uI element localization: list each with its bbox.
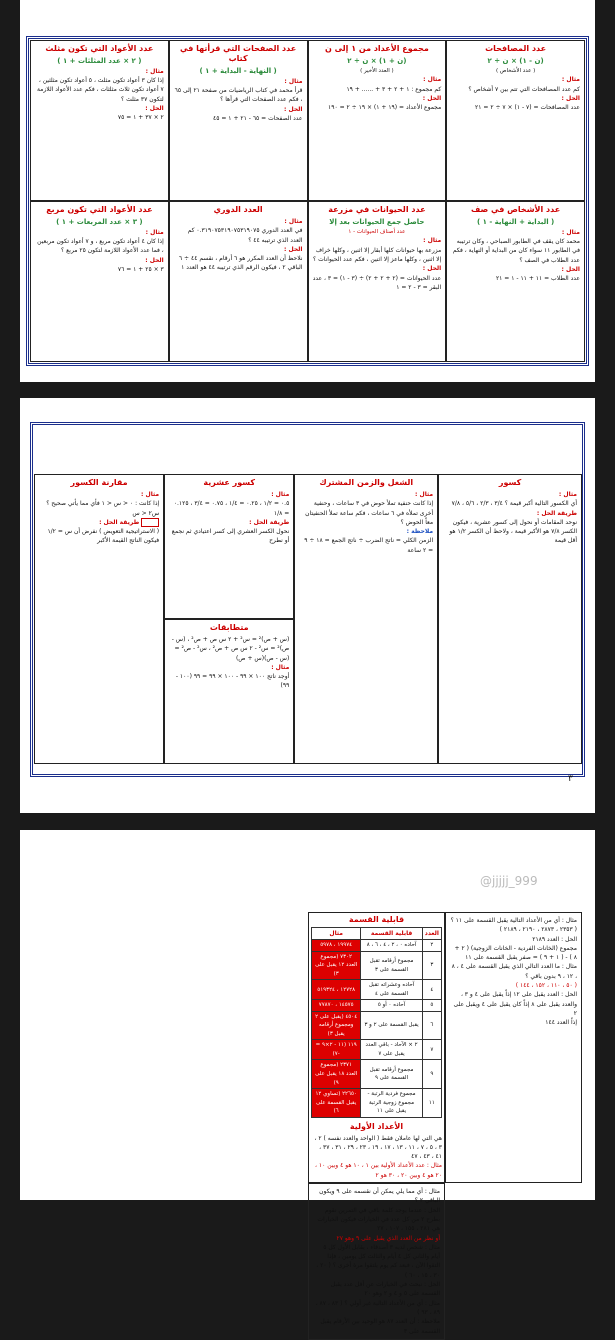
solution-label: الحل : bbox=[145, 105, 164, 113]
cell-number: ١١ bbox=[422, 1089, 441, 1118]
card-rule: ( البداية + النهاية - ١ ) bbox=[476, 218, 555, 226]
table-title: قابلية القسمة bbox=[348, 915, 405, 924]
cell-number: ٥ bbox=[422, 1000, 441, 1012]
solution-label: الحل : bbox=[284, 245, 303, 253]
card-compare-fractions bbox=[34, 474, 164, 764]
solution-text: عدد الصفحات = ٦٥ - ٢١ + ١ = ٤٥ bbox=[213, 115, 303, 123]
cell-number: ٢ bbox=[422, 940, 441, 952]
example-label: مثال : bbox=[561, 228, 580, 236]
card-work-time bbox=[294, 474, 438, 764]
table-row bbox=[312, 951, 442, 980]
card-title: عدد الحيوانات في مزرعة bbox=[328, 205, 426, 214]
table-row bbox=[312, 1089, 442, 1118]
card-title: عدد الأعواد التي تكون مربع bbox=[46, 205, 153, 214]
card-title: الشغل والزمن المشترك bbox=[319, 478, 414, 487]
card-rule: ( ٢ × عدد المثلثات + ١ ) bbox=[57, 57, 142, 65]
example-text: إذا كانت : ٠ < س < ١ فأي مما يأتي صحيح ؟ س٢ < س bbox=[46, 500, 160, 517]
table-row bbox=[312, 1060, 442, 1089]
table-row bbox=[312, 1040, 442, 1060]
card-title: متطابقات bbox=[209, 623, 249, 632]
page3-columns bbox=[34, 912, 582, 1335]
solution-text: عدد المصافحات = (٧ - ١) × ٧ ÷ ٢ = ٢١ bbox=[475, 104, 580, 112]
page1-grid bbox=[30, 40, 585, 362]
divisibility-panel bbox=[308, 912, 445, 1183]
solution-text: مجموع الأعداد = (١٩ + ١) × ١٩ ÷ ٢ = ١٩٠ bbox=[328, 104, 442, 112]
list-item: مثال : شخص لديه ٣ أصدقاء ، يقابل الأول كل ٥ أيام والثاني كل ٤ أيام والثالث كل يومين ، فإذا التقوا الآن ، فبعد كم يوم يلتقوا مرة أخرى ؟ ( ٢٠ ، ٣٠ ، ١٥ ، ٦٠ ) bbox=[316, 1243, 440, 1279]
primes-example: مثال : عدد الأعداد الأولية بين ١ ، ١٠ هو ٤ وبين ١٠ ، ٢٠ هو ٤ وبين ٢٠ ، ٣٠ هو ٢ bbox=[315, 1162, 442, 1179]
page-number: ٣ bbox=[568, 774, 573, 784]
worksheet-page-3 bbox=[20, 830, 595, 1335]
example-text: قرأ محمد في كتاب الرياضيات من صفحة ٢١ إلى ٦٥ ، فكم عدد الصفحات التي قرأها ؟ bbox=[174, 87, 303, 104]
example-label: مثال : bbox=[141, 491, 160, 498]
table-header: العدد bbox=[422, 928, 441, 940]
list-item: أو نظر من العدد الذي يقبل على ٩ وهو ٢٧ bbox=[336, 1234, 440, 1242]
example-label: مثال : bbox=[423, 76, 442, 84]
watermark: @jjjjj_999 bbox=[480, 874, 538, 888]
cell-example: ٢٣٧١ (مجموع العدد ١٨ يقبل على ٩) bbox=[312, 1060, 361, 1089]
divisibility-table bbox=[311, 927, 442, 1118]
example-label: مثال : bbox=[423, 237, 442, 245]
card-square-sticks bbox=[30, 201, 169, 362]
examples-column-left bbox=[445, 912, 582, 1183]
solution-label: الحل : bbox=[422, 265, 442, 273]
cell-number: ٣ bbox=[422, 951, 441, 980]
card-title: عدد الأعواد التي تكون مثلث bbox=[45, 44, 154, 53]
list-item: الحل : عندما يوجد كلمة باقي في التمرين نقوم بطرح ٢ من كل عدد في الخيارات فيكون الخيارات هي ٢٨١ ، ١٥٥ ، ١٠٧ ، ٢٧ bbox=[317, 1206, 440, 1233]
list-item: الحل : نبحث في الخيارات عن أقل عدد يقبل القسمة على ٥ و ٤ و ٢ وهو ٢٠ bbox=[330, 1281, 440, 1298]
example-label: مثال : bbox=[271, 663, 290, 671]
example-text: إذا كانت حنفية تملأ حوض في ٣ ساعات ، وحنفية أخرى تملأه في ٦ ساعات ، فكم ساعة تملأ الحنفيتان معاً الحوض ؟ bbox=[305, 500, 434, 526]
method-label: طريقة الحل : bbox=[536, 509, 577, 517]
list-item: ملاحظة : أن العدد ٨٧ هو الوحيد بين الأرقام يقبل القسمة على ٣ bbox=[320, 1318, 440, 1335]
example-text: أي الكسور التالية أكبر قيمة ؟ ٣/٤ ، ٢/٣ ، ٥/٦ ، ٧/٨ bbox=[451, 500, 577, 508]
card-handshakes bbox=[446, 40, 585, 201]
table-header: قابلية القسمة bbox=[361, 928, 422, 940]
example-text: إذا كان ٣ أعواد تكون مثلث ، ٥ أعواد تكون مثلثين ، ٧ أعواد تكون ثلاث مثلثات ، فكم عدد الأعواد اللازمة لتكون ٣٧ مثلث ؟ bbox=[36, 77, 164, 103]
worksheet-page-2 bbox=[20, 398, 595, 813]
list-item: مجموع (الخانات الفردية - الخانات الزوجية) ( ٢ + ٨ ) - ( ١ + ٩ ) = صفر يقبل القسمة على ١١ bbox=[454, 944, 577, 962]
worksheet-page-1 bbox=[20, 0, 595, 382]
list-item: ( ٢٣٥٣ ، ٢٨٧٣ ، ٢١٩٠ ، ٢١٨٩ ) bbox=[499, 926, 577, 934]
card-pages-read bbox=[169, 40, 308, 201]
card-identities bbox=[164, 619, 294, 764]
solution-text: عدد الطلاب = ١١ + ١١ - ١ = ٢١ bbox=[495, 275, 580, 283]
card-note: ( عدد الأشخاص ) bbox=[495, 67, 536, 74]
example-label: مثال : bbox=[415, 491, 434, 498]
table-header: مثال bbox=[312, 928, 361, 940]
example-text: محمد كان يقف في الطابور الصباحي ، وكان ترتيبه في الطابور ١١ سواء كان من البداية أو النهاية ، فكم عدد الطلاب في الصف ؟ bbox=[452, 238, 580, 264]
examples-column-middle bbox=[308, 1183, 445, 1340]
list-item: مثال : أي من الأعداد التالية يقبل القسمة على ١١ ؟ bbox=[450, 917, 577, 924]
example-label: مثال : bbox=[145, 228, 164, 236]
card-note: عدد أصناف الحيوانات - ١ bbox=[348, 228, 406, 235]
card-farm-animals bbox=[308, 201, 447, 362]
table-row bbox=[312, 1000, 442, 1012]
example-label: مثال : bbox=[284, 77, 303, 85]
cell-rule: آحاده ٠ أو ٥ bbox=[361, 1000, 422, 1012]
list-item: إذاً العدد ١٤٤ bbox=[545, 1019, 577, 1027]
card-triangle-sticks bbox=[30, 40, 169, 201]
card-rule: ( النهاية - البداية + ١ ) bbox=[199, 67, 277, 75]
card-title: العدد الدوري bbox=[213, 205, 263, 214]
primes-text: هي التي لها عاملان فقط ( الواحد والعدد نفسه ) ٢ ، ٣ ، ٥ ، ٧ ، ١١ ، ١٣ ، ١٧ ، ١٩ ، ٢٣ ، ٢٩ ، ٣١ ، ٣٧ ، ٤١ ، ٤٣ ، ٤٧ bbox=[314, 1134, 442, 1161]
cell-example: ١٩٩٧٤ ، ٥٩٧٨ bbox=[312, 940, 361, 952]
solution-label: الحل : bbox=[145, 256, 164, 264]
card-rule: حاصل جمع الحيوانات بعد إلا bbox=[329, 218, 425, 226]
cell-example: ٧٣٠٢ (مجموع العدد ١٢ يقبل على ٣) bbox=[312, 951, 361, 980]
method-text: نحول الكسر العشري إلى كسر اعتيادي ثم نجمع أو نطرح bbox=[171, 528, 290, 545]
card-title: كسور bbox=[498, 478, 522, 487]
list-item: مثال : أي مما يلي يمكن أن نقسمه على ٩ ويكون الباقي ٢ ؟ bbox=[319, 1188, 440, 1205]
note-text: الزمن الكلي = ناتج الضرب ÷ ناتج الجمع = ١٨ ÷ ٩ = ٢ ساعة bbox=[304, 537, 434, 554]
example-label: مثال : bbox=[284, 218, 303, 225]
blank-box bbox=[141, 518, 159, 527]
cell-example: ١٢٧٢٨ ، ٥١٩٣٢٤ bbox=[312, 980, 361, 1000]
list-item: الحل : العدد يقبل على ١٢ إذاً يقبل على ٤ و ٣ ، والعدد يقبل على ٨ إذاً كان يقبل على ٤ ويقبل على ٢ bbox=[453, 991, 577, 1017]
cell-rule: ٢ × الآحاد - باقي العدد يقبل على ٧ bbox=[361, 1040, 422, 1060]
card-rule: (ن - ١) × ن ÷ ٢ bbox=[487, 57, 544, 65]
cell-example: ٢٢٦٥٠ (تساوي ١٢ يقبل القسمة على ٦) bbox=[312, 1089, 361, 1118]
example-text: مزرعة بها حيوانات كلها أبقار إلا اثنين ، وكلها خراف إلا اثنين ، وكلها ماعز إلا اثنين ، فكم عدد الحيوانات ؟ bbox=[313, 246, 442, 263]
solution-text: عدد الحيوانات = (٢ + ٢ + ٢) ÷ (٣ - ١) = ٣ ، عدد البقر = ٣ - ٢ = ١ bbox=[312, 274, 442, 291]
solution-label: الحل : bbox=[561, 266, 580, 274]
solution-text: نلاحظ أن العدد المكرر هو ٦ أرقام ، نقسم ٤٤ ÷ ٦ الباقي ٢ ، فيكون الرقم الذي ترتيبه ٤٤ هو العدد ١ bbox=[178, 255, 303, 272]
card-title: مجموع الأعداد من ١ إلى ن bbox=[324, 44, 429, 53]
card-title: مقارنة الكسور bbox=[70, 478, 128, 487]
card-title: عدد المصافحات bbox=[485, 44, 547, 53]
card-fractions bbox=[438, 474, 582, 764]
cell-number: ٤ bbox=[422, 980, 441, 1000]
cell-rule: مجموع فردية الرتبة - مجموع زوجية الرتبة يقبل على ١١ bbox=[361, 1089, 422, 1118]
card-decimals bbox=[164, 474, 294, 619]
list-item: مثال : أي من الأعداد التالية غير أولي ؟ ( ٨٣ ، ٨٧ ، ٨٩ ، ٩٣ ) bbox=[315, 1299, 440, 1316]
cell-rule: يقبل القسمة على ٢ و ٣ bbox=[361, 1011, 422, 1040]
example-text: إذا كان ٤ أعواد تكون مربع ، و ٧ أعواد تكون مربعين ، فما عدد الأعواد اللازمة لتكون ٢٥ مربع ؟ bbox=[37, 238, 164, 255]
list-item: الحل : العدد ٢١٨٩ bbox=[532, 935, 577, 943]
cell-number: ٧ bbox=[422, 1040, 441, 1060]
solution-label: الحل : bbox=[284, 105, 303, 113]
table-row bbox=[312, 1011, 442, 1040]
card-rule: ( ٣ × عدد المربعات + ١ ) bbox=[56, 218, 143, 226]
cell-rule: مجموع أرقامه تقبل القسمة على ٩ bbox=[361, 1060, 422, 1089]
method-label: طريقة الحل : bbox=[99, 518, 140, 526]
solution-text: ٢ × ٣٧ + ١ = ٧٥ bbox=[117, 114, 164, 122]
solution-label: الحل : bbox=[422, 94, 442, 102]
page2-columns bbox=[34, 474, 582, 764]
cell-example: ١١٩ (١١ - ٢×٩ = -٧) bbox=[312, 1040, 361, 1060]
example-text: ٠.٥ = ١/٢ ، ٠.٢٥ = ١/٤ ، ٠.٧٥ = ٣/٤ ، ٠.١٢٥ = ١/٨ bbox=[173, 500, 290, 517]
example-text: أوجد ناتج ١٠٠ × ٩٩ - ١٠٠ × ٩٩ = ٩٩ (١٠٠ - ٩٩) bbox=[175, 673, 290, 690]
cell-rule: آحاده وعشراته تقبل القسمة على ٤ bbox=[361, 980, 422, 1000]
method-text: ( الاستراتيجية التعويض ) نفرض أن س = ١/٢ فيكون الناتج القيمة الأكبر bbox=[47, 528, 160, 545]
cell-example: ٤٥٠٤ (يقبل على ٢ ومجموع أرقامه يقبل ٣) bbox=[312, 1011, 361, 1040]
card-note: ( العدد الأخير ) bbox=[360, 67, 394, 74]
example-label: مثال : bbox=[561, 76, 580, 84]
identities-text: (س + ص)² = س² + ٢ س ص + ص² ، (س - ص)² = س² - ٢ س ص + ص² ، س² - ص² = (س - ص)(س + ص) bbox=[171, 636, 290, 662]
cell-number: ٩ bbox=[422, 1060, 441, 1089]
method-text: نوحد المقامات أو نحول إلى كسور عشرية ، فيكون الكسر ٧/٨ هو الأكبر قيمة ، ولاحظ أن الكسر ١/٢ هو أقل قيمة bbox=[449, 518, 577, 545]
example-label: مثال : bbox=[145, 67, 164, 75]
example-text: في العدد الدوري ٠.٣١٩٠٧٥٣١٩٠٧٥٣١٩٠٧٥ كم العدد الذي ترتيبه ٤٤ ؟ bbox=[187, 227, 303, 244]
card-title: عدد الأشخاص في صف bbox=[471, 205, 561, 214]
method-label: طريقة الحل : bbox=[249, 518, 290, 526]
table-row bbox=[312, 940, 442, 952]
table-row bbox=[312, 980, 442, 1000]
cell-example: ١٤٥٧٥ ، ٧٧٨٧٠ bbox=[312, 1000, 361, 1012]
card-repeating-decimal bbox=[169, 201, 308, 362]
list-item: ( ٥٠ ، ١١٠ ، ١٥٢ ، ١٤٤ ) bbox=[515, 982, 577, 990]
cell-number: ٦ bbox=[422, 1011, 441, 1040]
example-text: كم عدد المصافحات التي تتم بين ٧ أشخاص ؟ bbox=[468, 85, 580, 93]
solution-label: الحل : bbox=[561, 94, 580, 102]
example-label: مثال : bbox=[558, 491, 577, 498]
cell-rule: مجموع أرقامه تقبل القسمة على ٣ bbox=[361, 951, 422, 980]
note-label: ملاحظة : bbox=[406, 528, 434, 536]
solution-text: ٣ × ٢٥ + ١ = ٧٦ bbox=[117, 266, 164, 274]
example-text: كم مجموع : ١ + ٢ + ٣ + ...... + ١٩ bbox=[346, 85, 442, 93]
card-title: كسور عشرية bbox=[203, 478, 256, 487]
card-rule: (ن + ١) × ن ÷ ٢ bbox=[347, 57, 407, 65]
primes-title: الأعداد الأولية bbox=[349, 1121, 404, 1131]
card-people-in-row bbox=[446, 201, 585, 362]
list-item: مثال : ما العدد التالي الذي يقبل القسمة على ٤ ، ٨ ، ١٢ ، ٩ بدون باقي ؟ bbox=[451, 963, 577, 980]
cell-rule: آحاده ٠ ، ٢ ، ٤ ، ٦ ، ٨ bbox=[361, 940, 422, 952]
example-label: مثال : bbox=[271, 491, 290, 498]
card-sum-numbers bbox=[308, 40, 447, 201]
card-title: عدد الصفحات التي قرأتها في كتاب bbox=[180, 44, 297, 63]
